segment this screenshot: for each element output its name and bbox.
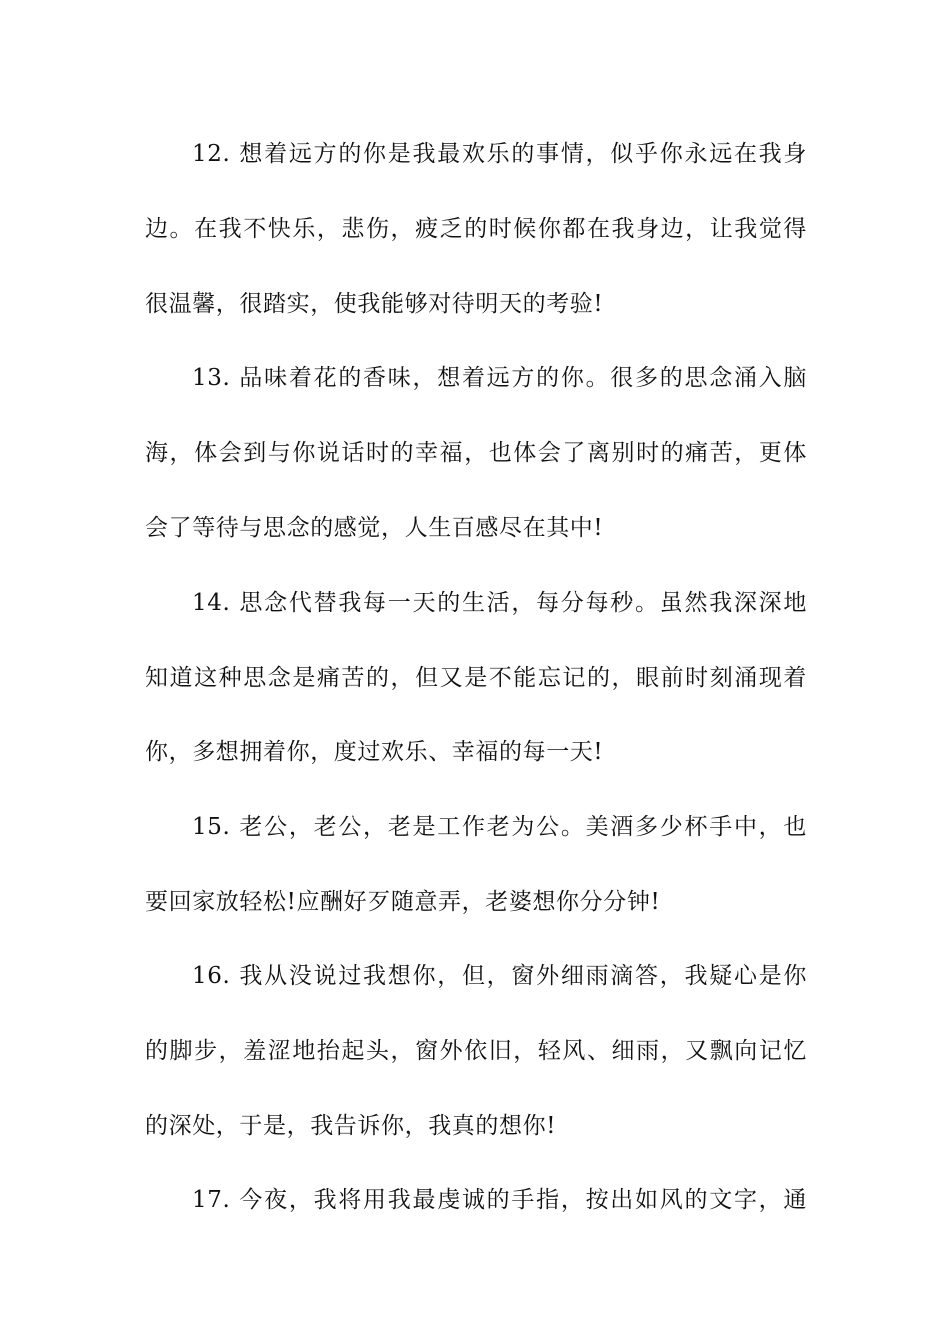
paragraph-12-line-3: 很温馨，很踏实，使我能够对待明天的考验! (145, 291, 604, 317)
paragraph-13-line-3: 会了等待与思念的感觉，人生百感尽在其中! (145, 515, 604, 541)
paragraph-13-line-1: 13. 品味着花的香味，想着远方的你。很多的思念涌入脑 (192, 365, 807, 391)
paragraph-17-line-1: 17. 今夜，我将用我最虔诚的手指，按出如风的文字，通 (192, 1187, 807, 1213)
paragraph-15-line-2: 要回家放轻松!应酬好歹随意弄，老婆想你分分钟! (145, 889, 661, 915)
paragraph-15-line-1: 15. 老公，老公，老是工作老为公。美酒多少杯手中，也 (192, 814, 807, 840)
paragraph-16-line-2: 的脚步，羞涩地抬起头，窗外依旧，轻风、细雨，又飘向记忆 (145, 1038, 807, 1064)
paragraph-12-line-2: 边。在我不快乐，悲伤，疲乏的时候你都在我身边，让我觉得 (145, 216, 807, 242)
paragraph-14-line-2: 知道这种思念是痛苦的，但又是不能忘记的，眼前时刻涌现着 (145, 665, 807, 691)
paragraph-12-line-1: 12. 想着远方的你是我最欢乐的事情，似乎你永远在我身 (192, 141, 807, 167)
paragraph-16-line-3: 的深处，于是，我告诉你，我真的想你! (145, 1113, 557, 1139)
paragraph-14-line-1: 14. 思念代替我每一天的生活，每分每秒。虽然我深深地 (192, 590, 807, 616)
paragraph-14-line-3: 你，多想拥着你，度过欢乐、幸福的每一天! (145, 739, 604, 765)
paragraph-16-line-1: 16. 我从没说过我想你，但，窗外细雨滴答，我疑心是你 (192, 963, 807, 989)
paragraph-13-line-2: 海，体会到与你说话时的幸福，也体会了离别时的痛苦，更体 (145, 440, 807, 466)
